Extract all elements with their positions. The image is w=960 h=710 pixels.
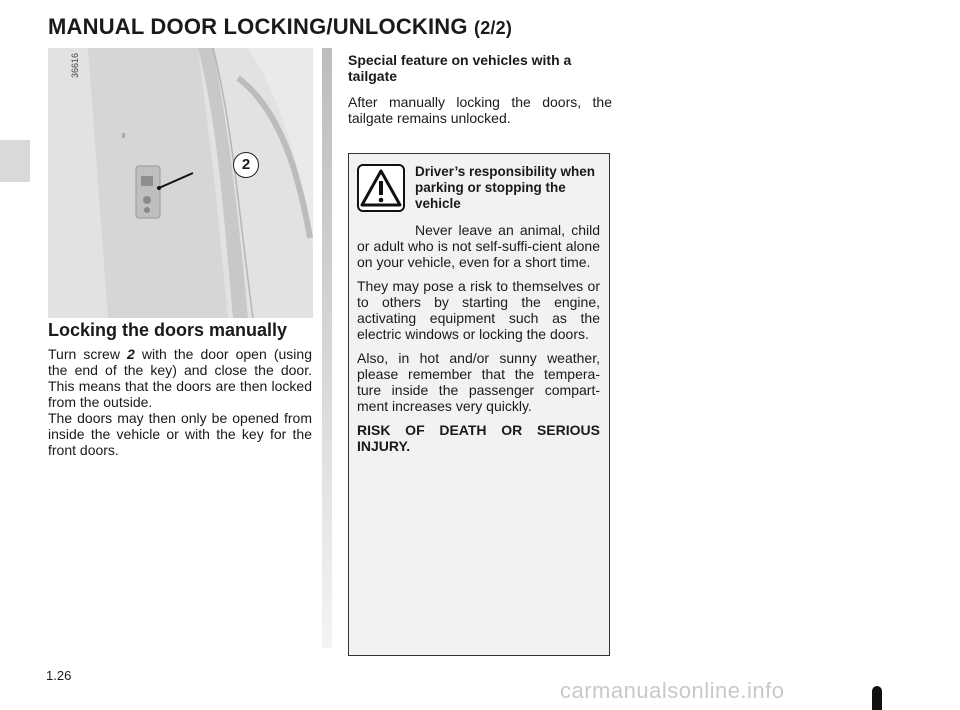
warning-paragraph-3: Also, in hot and/or sunny weather, please remember that the tempera-ture inside the passenger compart-ment increases very quickly. — [357, 350, 600, 414]
page-number: 1.26 — [46, 668, 72, 683]
warning-risk: RISK OF DEATH OR SERIOUS INJURY. — [357, 422, 600, 454]
locking-text-end: with the door open (using the end of the key) and close the door. This means that the doors are then locked from the outside. — [48, 346, 312, 410]
title-main: MANUAL DOOR LOCKING/UNLOCKING — [48, 14, 468, 39]
door-drawing — [48, 48, 313, 318]
warning-triangle-icon — [357, 164, 405, 212]
locking-paragraph-2: The doors may then only be opened from inside the vehicle or with the key for the front doors. — [48, 410, 312, 458]
warning-paragraph-1: Never leave an animal, child or adult who is not self-suffi-cient alone on your vehicle, even for a short time. — [357, 222, 600, 270]
locking-text-start: Turn screw — [48, 346, 128, 362]
locking-section — [48, 322, 312, 458]
tailgate-heading: Special feature on vehicles with a tailgate — [348, 52, 572, 84]
page-title — [48, 14, 512, 40]
title-part: (2/2) — [474, 18, 513, 38]
chapter-tab — [0, 140, 30, 182]
warning-heading: Driver’s responsibility when parking or stopping the vehicle — [415, 164, 596, 211]
tailgate-text: After manually locking the doors, the tailgate remains unlocked. — [348, 94, 612, 126]
corner-mark — [872, 686, 882, 710]
warning-box — [348, 153, 610, 656]
column-divider — [322, 48, 332, 648]
locking-paragraph — [48, 346, 312, 410]
figure-code: 36616 — [70, 52, 80, 78]
tailgate-section — [348, 52, 612, 126]
door-lock-illustration — [48, 48, 313, 318]
watermark: carmanualsonline.info — [560, 678, 785, 703]
warning-paragraph-2: They may pose a risk to themselves or to others by starting the engine, activating equipment such as the electric windows or locking the doors. — [357, 278, 600, 342]
locking-heading: Locking the doors manually — [48, 320, 288, 340]
screw-number: 2 — [127, 346, 135, 362]
callout-2: 2 — [233, 152, 259, 178]
